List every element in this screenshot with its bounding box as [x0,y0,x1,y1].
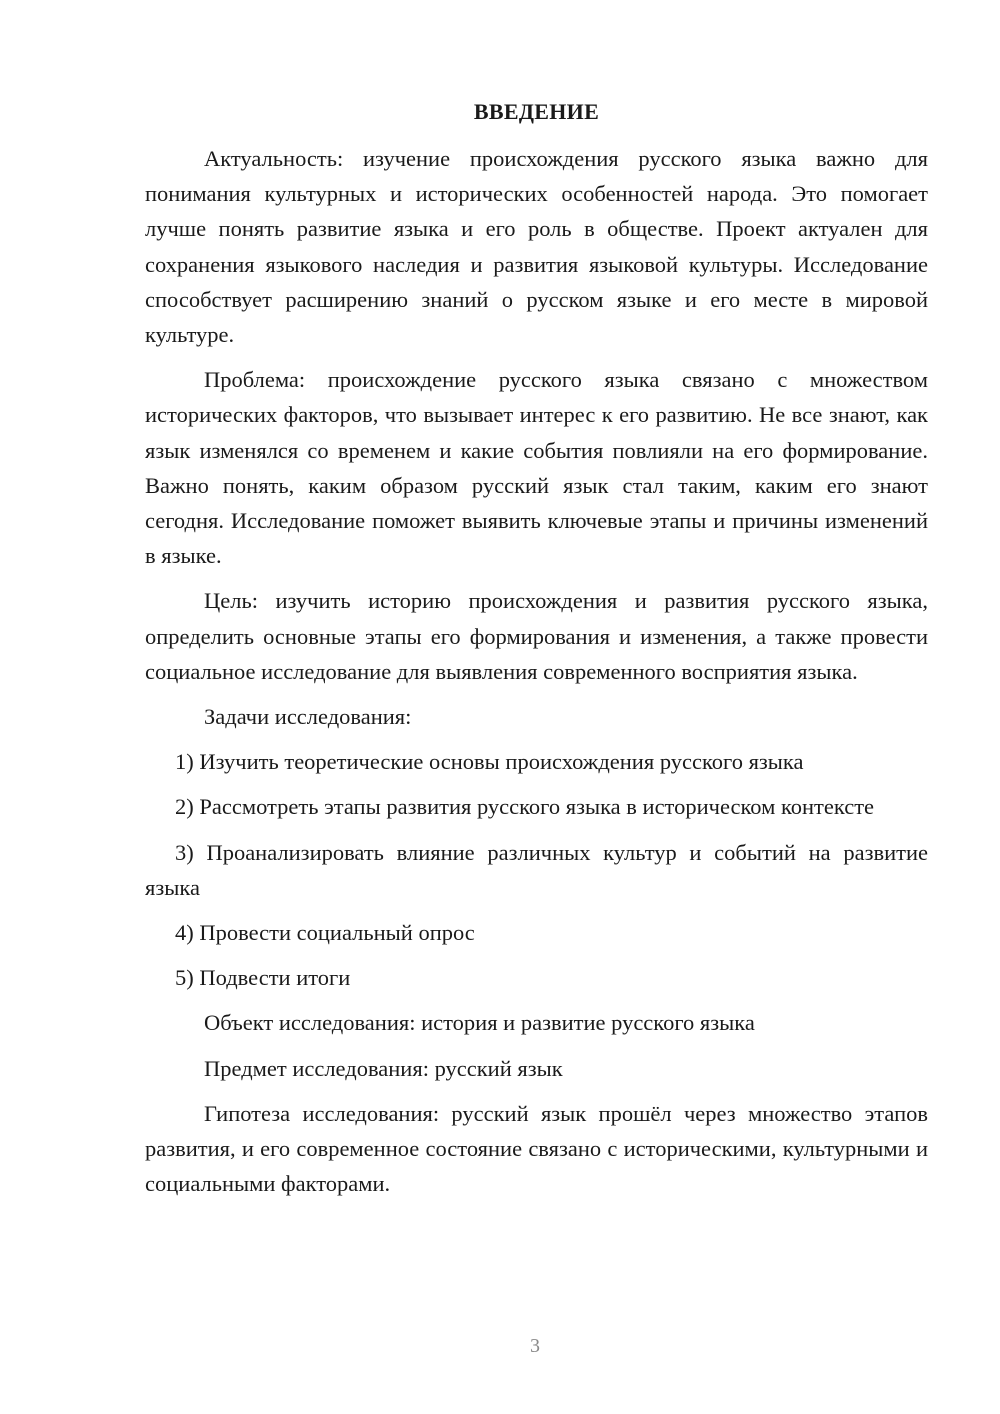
problem-paragraph: Проблема: происхождение русского языка связано с множеством исторических факторов, что вызывает интерес к его развитию. Не все знают, как язык изменялся со временем и какие события повлияли на его формирование. Важно понять, каким образом русский язык стал таким, каким его знают сегодня. Исследование поможет выявить ключевые этапы и причины изменений в языке. [145,367,928,569]
tasks-title: Задачи исследования: [204,704,412,730]
relevance-paragraph: Актуальность: изучение происхождения русского языка важно для понимания культурных и исторических особенностей народа. Это помогает лучше понять развитие языка и его роль в обществе. Проект актуален для сохранения языкового наследия и развития языковой культуры. Исследование способствует расширению знаний о русском языке и его месте в мировой культуре. [145,146,928,348]
hypothesis-paragraph: Гипотеза исследования: русский язык прошёл через множество этапов развития, и его современное состояние связано с историческими, культурными и социальными факторами. [145,1100,928,1197]
page-number: 3 [530,1335,540,1357]
page-content [145,94,928,1211]
goal-paragraph: Цель: изучить историю происхождения и развития русского языка, определить основные этапы его формирования и изменения, а также провести социальное исследование для выявления современного восприятия языка. [145,588,928,684]
task-item-3: 3) Проанализировать влияние различных культур и событий на развитие языка [145,839,928,900]
subject-paragraph: Предмет исследования: русский язык [204,1055,563,1081]
object-paragraph: Объект исследования: история и развитие русского языка [204,1010,755,1036]
section-heading: ВВЕДЕНИЕ [473,99,600,124]
task-item-5: 5) Подвести итоги [175,965,351,991]
task-item-4: 4) Провести социальный опрос [175,920,475,946]
task-item-2: 2) Рассмотреть этапы развития русского языка в историческом контексте [175,794,875,820]
task-item-1: 1) Изучить теоретические основы происхождения русского языка [175,749,804,775]
